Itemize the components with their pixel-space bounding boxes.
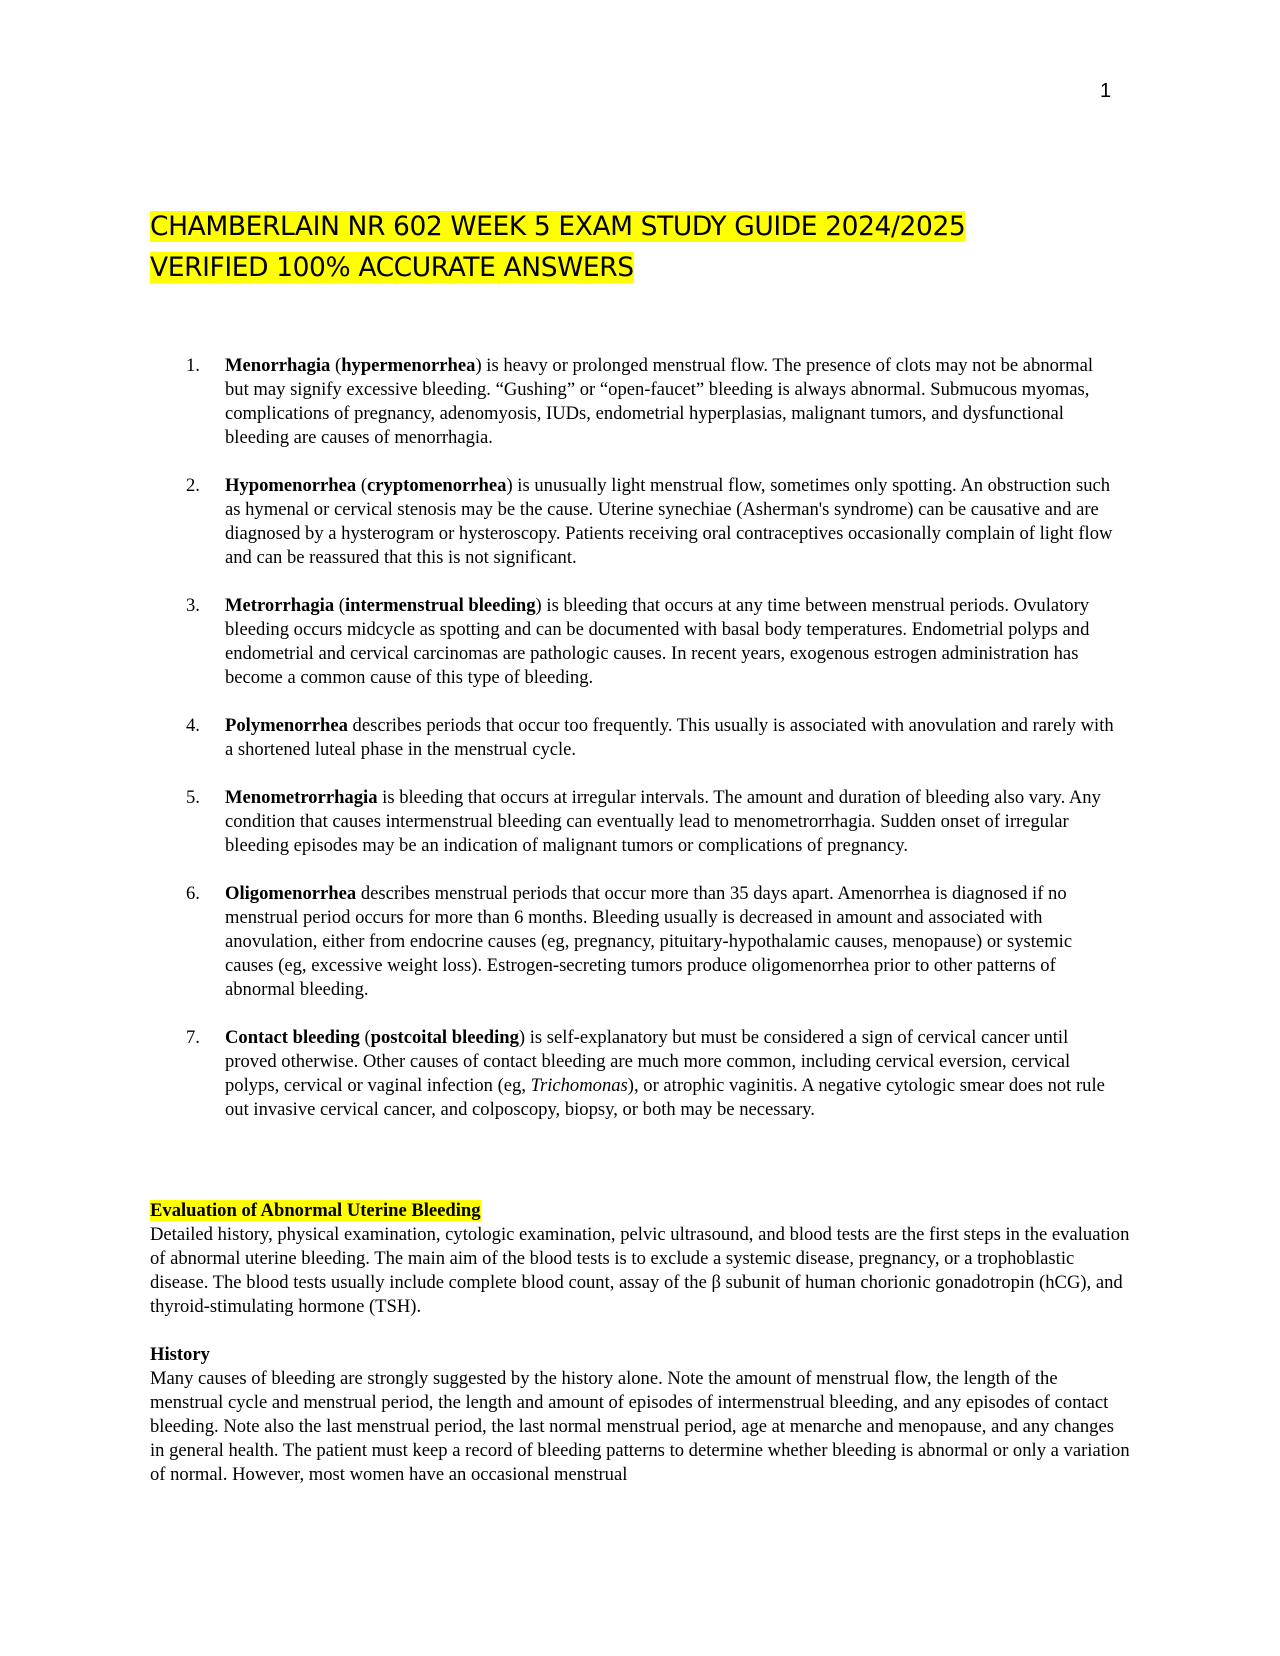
term: Menometrorrhagia: [225, 787, 378, 808]
definition-text: describes menstrual periods that occur more than 35 days apart. Amenorrhea is diagnosed if no menstrual period occurs for more than 6 months. Bleeding usually is decreased in amount and associated with anovulation, either from endocrine causes (eg, pregnancy, pituitary-hypothalamic causes, menopause) or systemic causes (eg, excessive weight loss). Estrogen-secreting tumors produce oligomenorrhea prior to other patterns of abnormal bleeding.: [225, 883, 1073, 1000]
paren-open: (: [356, 475, 368, 496]
evaluation-section: [150, 1199, 1130, 1319]
history-section: [150, 1343, 1130, 1487]
definition-text: is self-explanatory but must be considered a sign of cervical cancer until proved otherwise. Other causes of contact bleeding are much more common, including cervical eversion, cervical polyps, cervical or vaginal infection (eg,: [225, 1027, 1071, 1096]
paren-close: ): [475, 355, 482, 376]
definition-text: is heavy or prolonged menstrual flow. The presence of clots may not be abnormal but may signify excessive bleeding. “Gushing” or “open-faucet” bleeding is always abnormal. Submucous myomas, complications of pregnancy, adenomyosis, IUDs, endometrial hyperplasias, malignant tumors, and dysfunctional bleeding are causes of menorrhagia.: [225, 355, 1094, 448]
paren-close: ): [506, 475, 513, 496]
list-item-number: 4.: [186, 715, 200, 736]
term-alt: intermenstrual bleeding: [344, 595, 536, 616]
history-body: Many causes of bleeding are strongly suggested by the history alone. Note the amount of menstrual flow, the length of the menstrual cycle and menstrual period, the length and amount of episodes of intermenstrual bleeding, and any episodes of contact bleeding. Note also the last menstrual period, the last normal menstrual period, age at menarche and menopause, and any changes in general health. The patient must keep a record of bleeding patterns to determine whether bleeding is abnormal or only a variation of normal. However, most women have an occasional menstrual: [150, 1368, 1130, 1485]
definition-text: describes periods that occur too frequently. This usually is associated with anovulation and rarely with a shortened luteal phase in the menstrual cycle.: [225, 715, 1114, 760]
paren-open: (: [359, 1027, 371, 1048]
list-item-number: 1.: [186, 355, 200, 376]
term: Polymenorrhea: [225, 715, 348, 736]
list-item: [150, 354, 1120, 450]
term-alt: hypermenorrhea: [341, 355, 476, 376]
term-alt: cryptomenorrhea: [367, 475, 507, 496]
paren-close: ): [535, 595, 542, 616]
list-item: [150, 594, 1120, 690]
term: Hypomenorrhea: [225, 475, 357, 496]
definition-text: is bleeding that occurs at irregular intervals. The amount and duration of bleeding also vary. Any condition that causes intermenstrual bleeding can eventually lead to menometrorrhagia. Sudden onset of irregular bleeding episodes may be an indication of malignant tumors or complications of pregnancy.: [225, 787, 1101, 856]
paren-close: ): [518, 1027, 526, 1048]
term-alt: postcoital bleeding: [370, 1027, 519, 1048]
list-item-number: 3.: [186, 595, 200, 616]
list-item: [150, 786, 1120, 858]
title-line-2: VERIFIED 100% ACCURATE ANSWERS: [150, 252, 634, 283]
list-item: [150, 474, 1120, 570]
list-item: [150, 882, 1120, 1002]
list-item: [150, 714, 1120, 762]
term: Contact bleeding: [225, 1027, 360, 1048]
paren-open: (: [330, 355, 342, 376]
list-item: [150, 1026, 1120, 1122]
evaluation-heading: Evaluation of Abnormal Uterine Bleeding: [150, 1200, 481, 1221]
list-item-number: 7.: [186, 1027, 200, 1048]
definition-text: ), or atrophic vaginitis. A negative cytologic smear does not rule out invasive cervical cancer, and colposcopy, biopsy, or both may be necessary.: [225, 1075, 1105, 1120]
term: Menorrhagia: [225, 355, 331, 376]
paren-open: (: [334, 595, 345, 616]
term: Oligomenorrhea: [225, 883, 357, 904]
definition-text: is bleeding that occurs at any time between menstrual periods. Ovulatory bleeding occurs midcycle as spotting and can be documented with basal body temperatures. Endometrial polyps and endometrial and cervical carcinomas are pathologic causes. In recent years, exogenous estrogen administration has become a common cause of this type of bleeding.: [225, 595, 1090, 688]
evaluation-body: Detailed history, physical examination, cytologic examination, pelvic ultrasound, and blood tests are the first steps in the evaluation of abnormal uterine bleeding. The main aim of the blood tests is to exclude a systemic disease, pregnancy, or a trophoblastic disease. The blood tests usually include complete blood count, assay of the β subunit of human chorionic gonadotropin (hCG), and thyroid-stimulating hormone (TSH).: [150, 1224, 1130, 1317]
term: Metrorrhagia: [225, 595, 335, 616]
list-item-number: 2.: [186, 475, 200, 496]
list-item-number: 5.: [186, 787, 200, 808]
history-heading: History: [150, 1344, 210, 1365]
section-heading: [150, 1199, 1130, 1223]
list-item-number: 6.: [186, 883, 200, 904]
title-line-1: CHAMBERLAIN NR 602 WEEK 5 EXAM STUDY GUIDE 2024/2025: [150, 211, 966, 242]
document-title: [150, 206, 1150, 288]
organism-name: Trichomonas: [530, 1075, 628, 1096]
page-number: 1: [1100, 80, 1112, 102]
definition-text: is unusually light menstrual flow, sometimes only spotting. An obstruction such as hymenal or cervical stenosis may be the cause. Uterine synechiae (Asherman's syndrome) can be causative and are diagnosed by a hysterogram or hysteroscopy. Patients receiving oral contraceptives occasionally complain of light flow and can be reassured that this is not significant.: [225, 475, 1113, 568]
bleeding-definitions-list: [150, 354, 1120, 1146]
